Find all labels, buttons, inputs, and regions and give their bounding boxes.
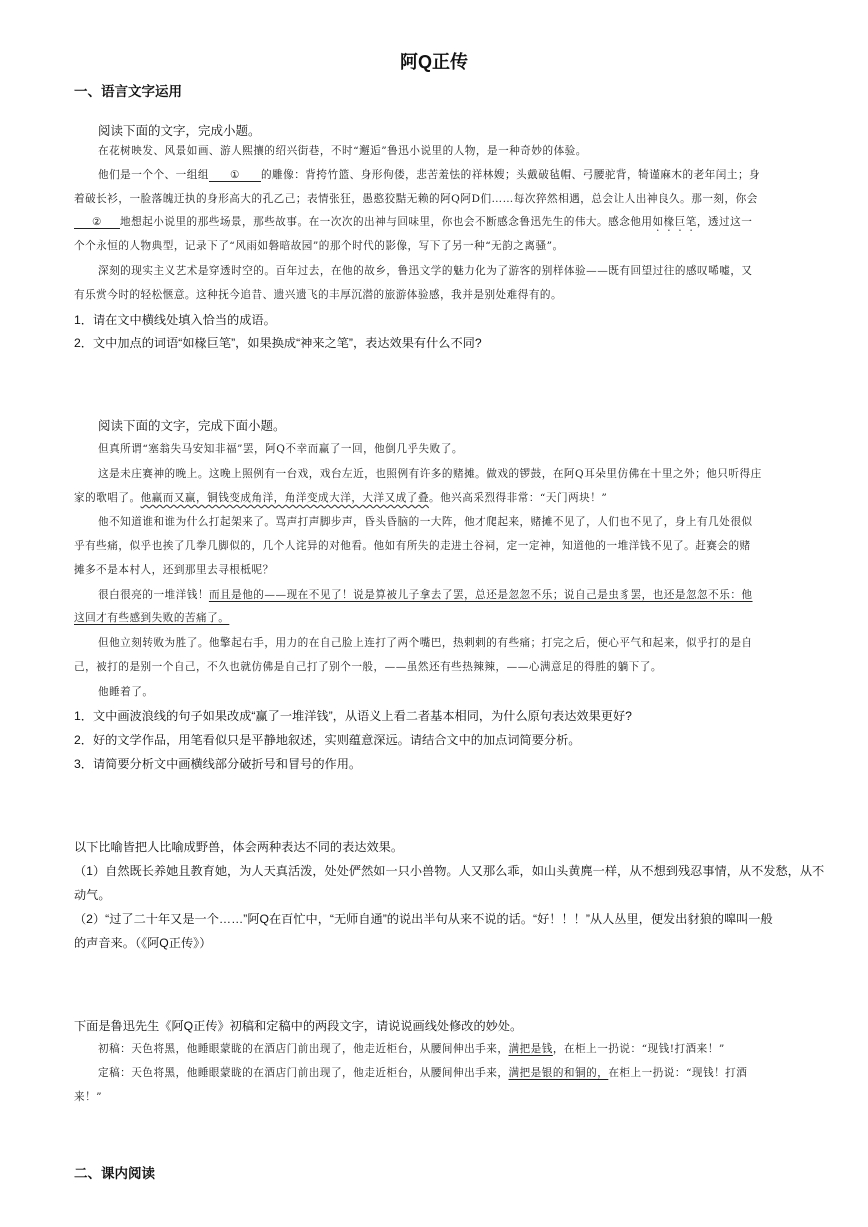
block1-paragraph: 在花树映发、风景如画、游人熙攘的绍兴街巷，不时“邂逅”鲁迅小说里的人物，是一种奇妙的体验。 <box>98 145 587 157</box>
question-1: 1．文中画波浪线的句子如果改成“赢了一堆洋钱”，从语义上看二者基本相同，为什么原句表达效果更好? <box>74 709 632 723</box>
underlined-text: 这回才有些感到失败的苦痛了。 <box>74 612 230 624</box>
question-2: 2．文中加点的词语“如椽巨笔”，如果换成“神来之笔”，表达效果有什么不同? <box>74 336 482 350</box>
block1-paragraph: 有乐赏今时的轻松惬意。这种抚今追昔、遗兴遗飞的丰厚沉潜的旅游体验感，我并是别处难得有的。 <box>74 289 563 301</box>
block2-paragraph: 他睡着了。 <box>98 686 154 698</box>
block2-paragraph <box>74 490 607 505</box>
block2-paragraph: 但他立刻转败为胜了。他擎起右手，用力的在自己脸上连打了两个嘴巴，热剌剌的有些痛；打完之后，便心平气和起来，似乎打的是自 <box>98 637 753 649</box>
underlined-text: 满把是银的和铜的， <box>508 1067 609 1079</box>
block2-paragraph: 摊多不是本村人，还到那里去寻根柢呢？ <box>74 564 274 576</box>
block2-paragraph <box>74 610 229 625</box>
text-span: 定稿：天色将黑，他睡眼蒙眬的在酒店门前出现了，他走近柜台，从腰间伸出手来， <box>98 1067 509 1079</box>
text-span: 地想起小说里的那些场景，那些故事。在一次次的出神与回味里，你也会不断感念鲁迅先生的伟大。感念他用 <box>120 216 653 228</box>
text-span: ，透过这一 <box>696 216 753 228</box>
block3-line: 的声音来。（《阿Q正传》） <box>74 936 212 950</box>
block2-paragraph: 但真所谓“塞翁失马安知非福”罢，阿Q不幸而赢了一回，他倒几乎失败了。 <box>98 443 463 455</box>
block1-instruction: 阅读下面的文字，完成小题。 <box>98 124 261 138</box>
wavy-underline-sentence: 他赢而又赢，铜钱变成角洋，角洋变成大洋，大洋又成了叠 <box>140 492 429 504</box>
block1-paragraph: 深刻的现实主义艺术是穿透时空的。百年过去，在他的故乡，鲁迅文学的魅力化为了游客的别样体验——既有回望过往的感叹唏嘘，又 <box>98 265 753 277</box>
question-3: 3．请简要分析文中画横线部分破折号和冒号的作用。 <box>74 757 362 771</box>
section-heading-2: 二、课内阅读 <box>74 1166 155 1181</box>
block1-paragraph: 着破长衫，一脸落魄迂执的身形高大的孔乙己；表情张狂，愚憨狡黠无赖的阿Q阿D们……每次猝然相遇，总会让人出神良久。那一刻，你会 <box>74 193 758 205</box>
blank-1: ① <box>209 169 261 182</box>
underlined-text: 而且是他的——现在不见了！说是算被儿子拿去了罢，总还是忽忽不乐；说自己是虫豸罢，也还是忽忽不乐：他 <box>208 589 753 601</box>
draft-final-continued: 来！” <box>74 1091 103 1103</box>
block3-intro: 以下比喻皆把人比喻成野兽，体会两种表达不同的表达效果。 <box>74 840 404 854</box>
text-span: 很白很亮的一堆洋钱！ <box>98 589 209 601</box>
block1-paragraph: 个个永恒的人物典型，记录下了“风雨如磐暗故园”的那个时代的影像，写下了另一种“无韵之离骚”。 <box>74 240 564 252</box>
block2-paragraph: 己，被打的是别一个自己，不久也就仿佛是自己打了别个一般，——虽然还有些热辣辣，——心满意足的得胜的躺下了。 <box>74 661 662 673</box>
text-span: 他们是一个个、一组组 <box>98 169 209 181</box>
page-title: 阿Q正传 <box>399 52 468 72</box>
text-span: 的雕像：背挎竹篮、身形佝偻，悲苦羞怯的祥林嫂；头戴破毡帽、弓腰驼背，犄谨麻木的老年闰土；身 <box>260 169 761 181</box>
block2-paragraph <box>98 587 753 602</box>
block1-paragraph <box>74 214 752 234</box>
question-2: 2．好的文学作品，用笔看似只是平静地叙述，实则蕴意深远。请结合文中的加点词简要分析。 <box>74 733 581 747</box>
question-1: 1．请在文中横线处填入恰当的成语。 <box>74 313 276 327</box>
section-heading-1: 一、语言文字运用 <box>74 84 182 99</box>
block1-paragraph <box>98 167 760 182</box>
draft-final <box>98 1065 747 1080</box>
block3-line: （2）“过了二十年又是一个……”阿Q在百忙中，“无师自通”的说出半句从来不说的话。“好！！！”从人丛里，便发出豺狼的嗥叫一般 <box>74 912 773 926</box>
block2-paragraph: 这是未庄赛神的晚上。这晚上照例有一台戏，戏台左近，也照例有许多的赌摊。做戏的锣鼓，在阿Q耳朵里仿佛在十里之外；他只听得庄 <box>98 468 762 480</box>
underlined-text: 满把是钱 <box>508 1043 553 1055</box>
block2-instruction: 阅读下面的文字，完成下面小题。 <box>98 419 286 433</box>
block2-paragraph: 他不知道谁和谁为什么打起架来了。骂声打声脚步声，昏头昏脑的一大阵，他才爬起来，赌摊不见了，人们也不见了，身上有几处很似 <box>98 516 753 528</box>
block2-paragraph: 乎有些痛，似乎也挨了几拳几脚似的，几个人诧异的对他看。他如有所失的走进土谷祠，定一定神，知道他的一堆洋钱不见了。赶赛会的赌 <box>74 540 751 552</box>
text-span: 家的歌唱了。 <box>74 492 141 504</box>
draft-first <box>98 1041 725 1056</box>
blank-2: ② <box>74 216 120 229</box>
dotted-word: 如椽巨笔 <box>652 216 697 228</box>
block3-line: 动气。 <box>74 888 111 902</box>
text-span: 在柜上一扔说：“现钱！打酒 <box>608 1067 748 1079</box>
text-span: ，在柜上一扔说：“现钱!打酒来！” <box>552 1043 725 1055</box>
text-span: 。他兴高采烈得非常：“天门两块！” <box>429 492 608 504</box>
text-span: 初稿：天色将黑，他睡眼蒙眬的在酒店门前出现了，他走近柜台，从腰间伸出手来， <box>98 1043 509 1055</box>
block4-intro: 下面是鲁迅先生《阿Q正传》初稿和定稿中的两段文字，请说说画线处修改的妙处。 <box>74 1019 523 1033</box>
block3-line: （1）自然既长养她且教育她，为人天真活泼，处处俨然如一只小兽物。人又那么乖，如山头黄麂一样，从不想到残忍事情，从不发愁，从不 <box>74 864 825 878</box>
